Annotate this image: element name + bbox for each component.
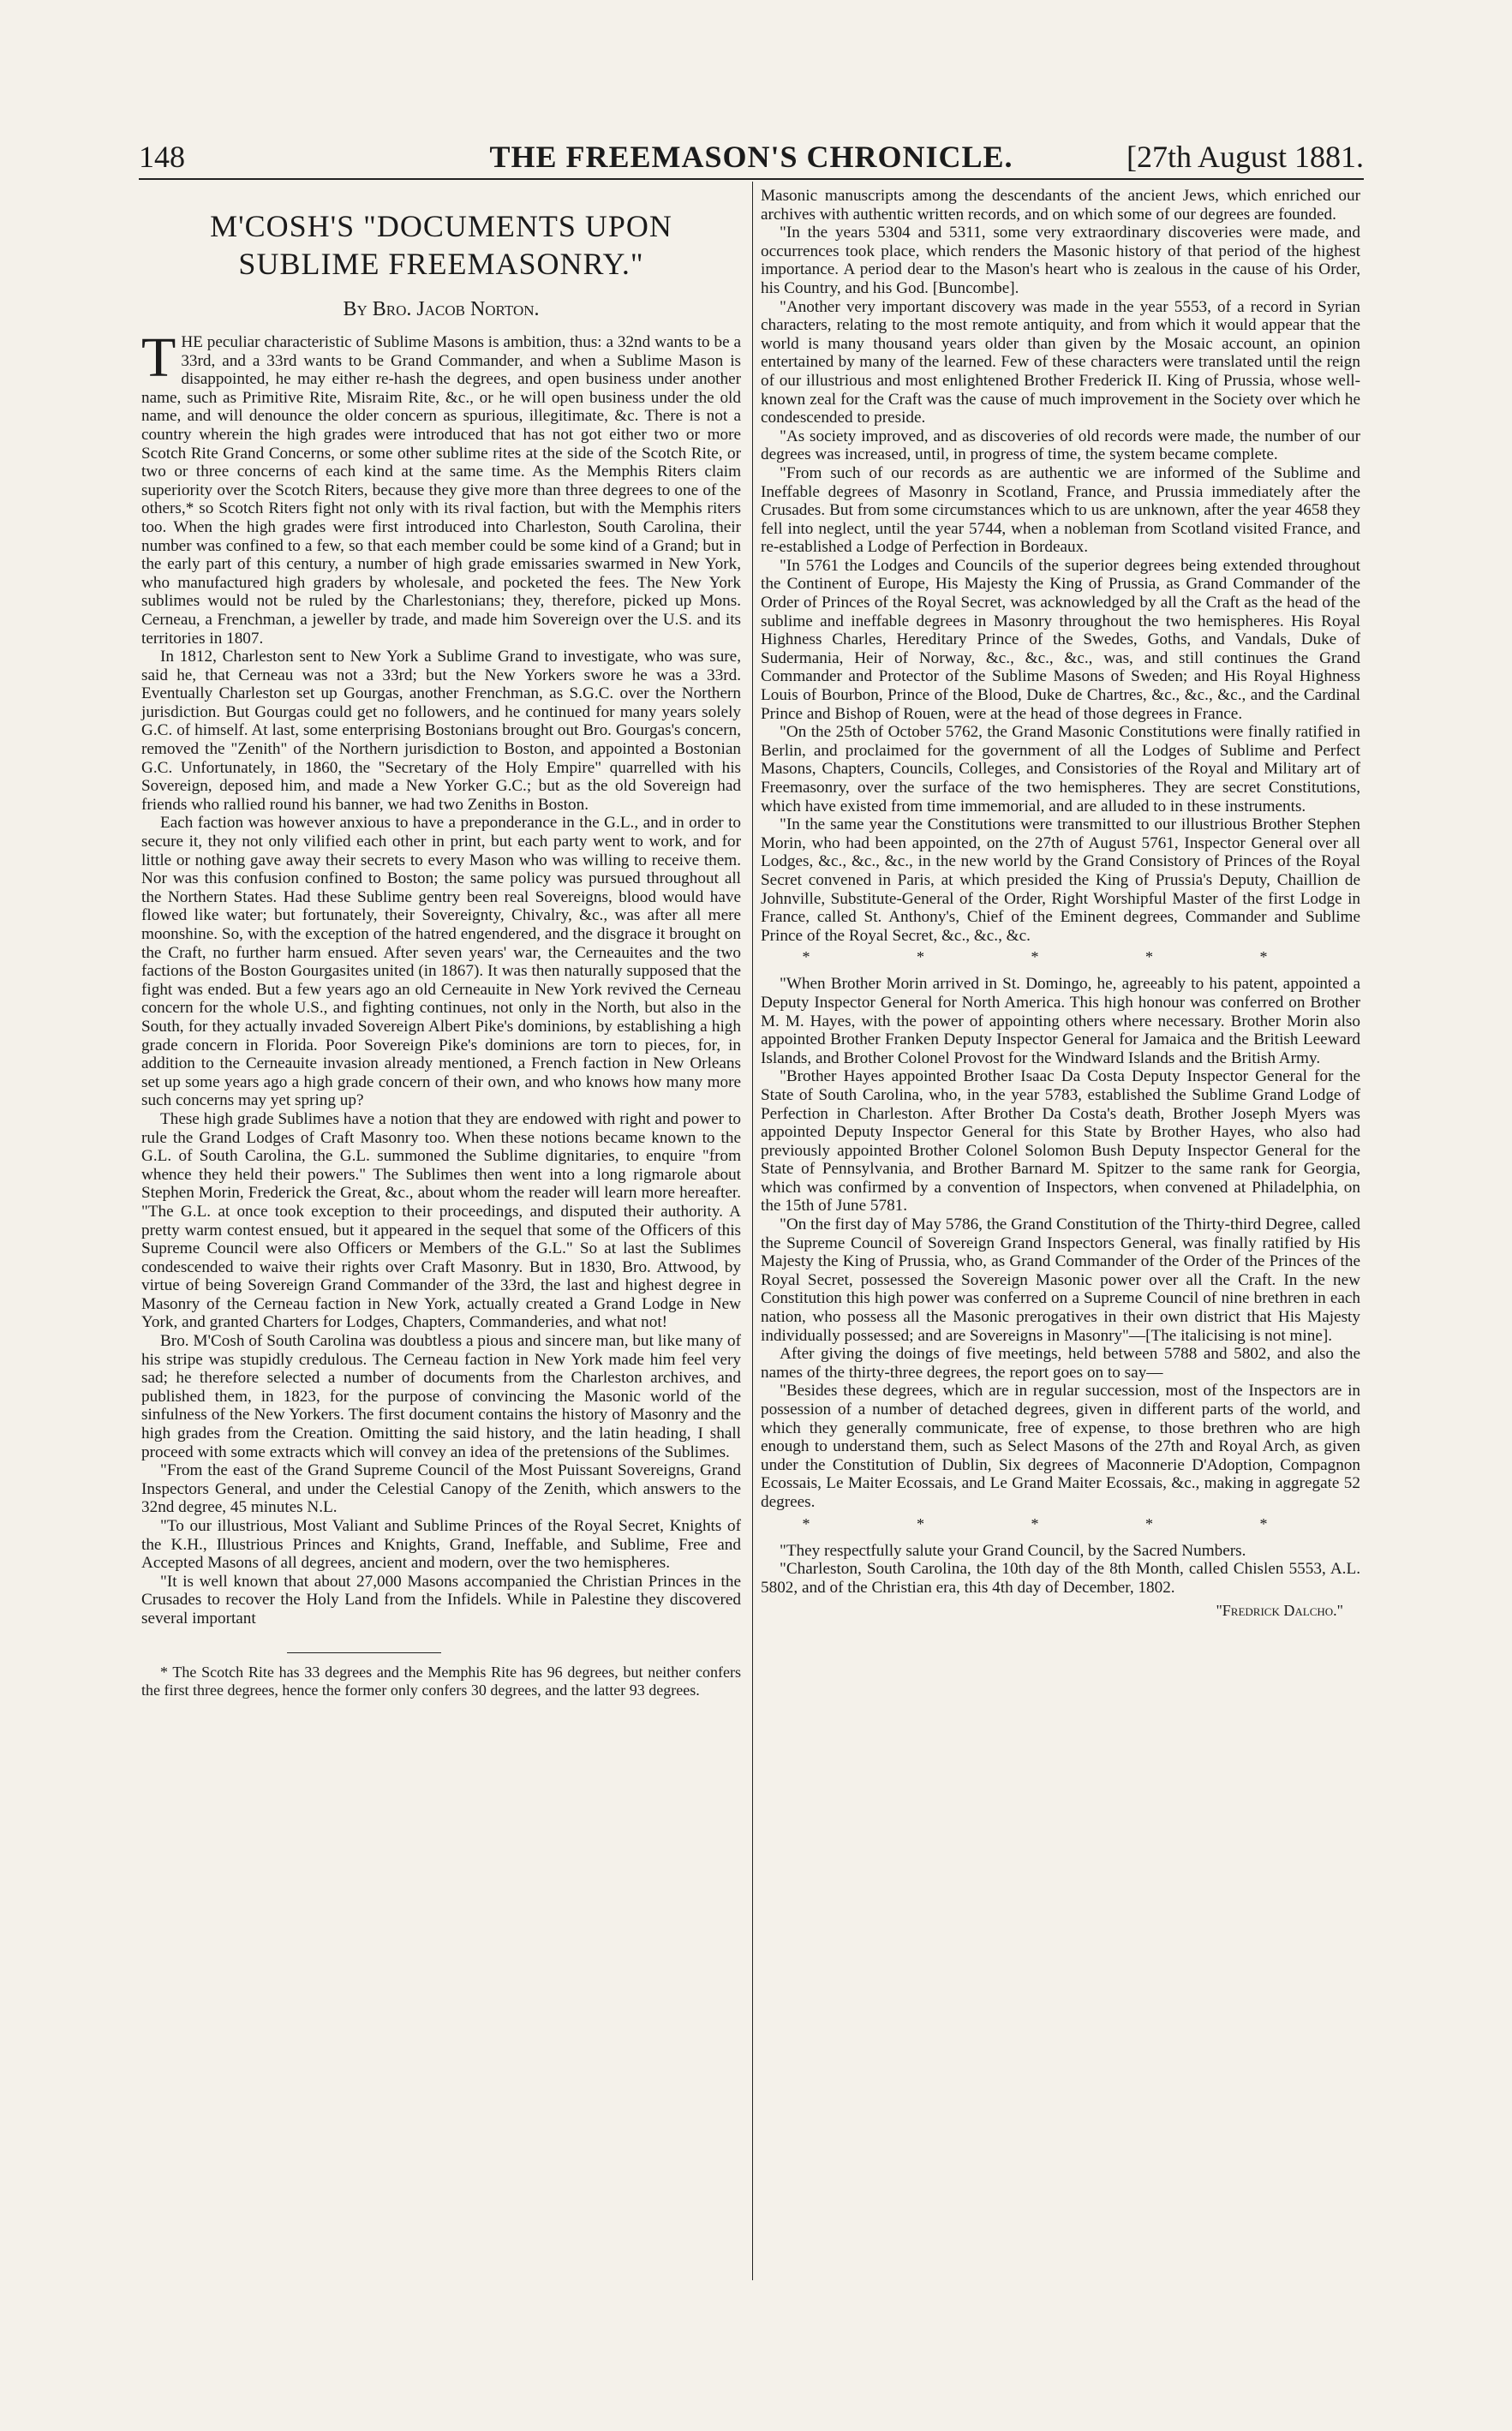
section-break-stars: * * * * * (802, 948, 1319, 966)
drop-cap: T (141, 326, 176, 389)
article-paragraph: "From the east of the Grand Supreme Council of the Most Puissant Sovereigns, Grand Inspectors General, and under the Celestial Canopy of the Zenith, which answers to the 32nd degree, 45 minutes N.L. (141, 1461, 741, 1517)
article-paragraph: "Charleston, South Carolina, the 10th day of the 8th Month, called Chislen 5553, A.L. 5802, and of the Christian era, this 4th day of December, 1802. (761, 1560, 1360, 1597)
article-paragraph: "To our illustrious, Most Valiant and Sublime Princes of the Royal Secret, Knights of the K.H., Illustrious Princes and Knights, Grand, Ineffable, and Sublime, Free and Accepted Masons of all degrees, ancient and modern, over the two hemispheres. (141, 1517, 741, 1573)
article-paragraph: "As society improved, and as discoveries of old records were made, the number of our degrees was increased, until, in progress of time, the system became complete. (761, 427, 1360, 464)
column-divider (752, 182, 753, 2280)
article-paragraph: "On the 25th of October 5762, the Grand Masonic Constitutions were finally ratified in Berlin, and proclaimed for the government of all the Lodges of Sublime and Perfect Masons, Chapters, Councils, Colleges, and Consistories of the Royal and Military art of Freemasonry, over the surface of the two hemispheres. They are secret Constitutions, which have existed from time immemorial, and are alluded to in these instruments. (761, 723, 1360, 815)
article-paragraph: After giving the doings of five meetings, held between 5788 and 5802, and also the names of the thirty-three degrees, the report goes on to say— (761, 1345, 1360, 1382)
opening-paragraph (141, 326, 741, 648)
article-paragraph: "In the same year the Constitutions were transmitted to our illustrious Brother Stephen Morin, who had been appointed, on the 27th of August 5761, Inspector General over all Lodges, &c., &c., &c., in the new world by the Grand Consistory of Princes of the Royal Secret convened in Paris, at which presided the King of Prussia's Deputy, Chaillion de Johnville, Substitute-General of the Order, Right Worshipful Master of the first Lodge in France, called St. Anthony's, Chief of the Eminent degrees, Commander and Sublime Prince of the Royal Secret, &c., &c., &c. (761, 815, 1360, 945)
article-paragraph: "Brother Hayes appointed Brother Isaac Da Costa Deputy Inspector General for the State of South Carolina, who, in the year 5783, established the Sublime Grand Lodge of Perfection in Charleston. After Brother Da Costa's death, Brother Joseph Myers was appointed Deputy Inspector General for this State by Brother Hayes, who also had previously appointed Brother Colonel Solomon Bush Deputy Inspector General for the State of Pennsylvania, and Brother Barnard M. Spitzer to the same rank for Georgia, which was confirmed by a convention of Inspectors, when convened at Philadelphia, on the 15th of June 5781. (761, 1067, 1360, 1216)
article-paragraph: "In the years 5304 and 5311, some very extraordinary discoveries were made, and occurrences took place, which renders the Masonic history of that period of the highest importance. A period dear to the Mason's heart who is zealous in the cause of his Order, his Country, and his God. [Buncombe]. (761, 224, 1360, 297)
article-paragraph: In 1812, Charleston sent to New York a Sublime Grand to investigate, who was sure, said he, that Cerneau was not a 33rd; but the New Yorkers swore he was a 33rd. Eventually Charleston set up Gourgas, another Frenchman, as S.G.C. over the Northern jurisdiction. But Gourgas could get no followers, and he continued for many years solely G.C. of himself. At last, some enterprising Bostonians brought out Bro. Gourgas's concern, removed the "Zenith" of the Northern jurisdiction to Boston, and appointed a Bostonian G.C. Unfortunately, in 1860, the "Secretary of the Holy Empire" quarrelled with his Sovereign, deposed him, and made a New Yorker G.C.; but as the old Sovereign had friends who rallied round his banner, we had two Zeniths in Boston. (141, 648, 741, 814)
page-number: 148 (139, 140, 185, 174)
article-paragraph: "They respectfully salute your Grand Council, by the Sacred Numbers. (780, 1541, 1246, 1560)
opening-paragraph-text: HE peculiar characteristic of Sublime Masons is ambition, thus: a 32nd wants to be a 33rd, and a 33rd wants to be Grand Commander, and when a Sublime Mason is disappointed, he may either re-hash the degrees, and open business under another name, such as Primitive Rite, Misraim Rite, &c., or he will open business under the old name, and will denounce the older concern as spurious, illegitimate, &c. There is not a country wherein the high grades were introduced that has not got either two or more Scotch Rite Grand Concerns, or some other sublime rites at the side of the Scotch Rite, or two or three concerns of each kind at the same time. As the Memphis Riters claim superiority over the Scotch Riters, because they give more than three degrees to one of the others,* so Scotch Riters fight not only with its rival faction, but with the Memphis riters too. When the high grades were first introduced into Charleston, South Carolina, their number was confined to a few, so that each member could be some kind of a Grand; but in the early part of this century, a number of high grade emissaries swarmed in New York, who manufactured high graders by wholesale, and pocketed the fees. The New York sublimes would not be ruled by the Charlestonians; they, therefore, picked up Mons. Cerneau, a Frenchman, a jeweller by trade, and made him Sovereign over the U.S. and its territories in 1807. (141, 333, 741, 648)
article-paragraph: "In 5761 the Lodges and Councils of the superior degrees being extended throughout the Continent of Europe, His Majesty the King of Prussia, as Grand Commander of the Order of Princes of the Royal Secret, was acknowledged by all the Craft as the head of the sublime and ineffable degrees in Masonry throughout the two hemispheres. His Royal Highness Charles, Hereditary Prince of the Swedes, Goths, and Vandals, Duke of Sudermania, Heir of Norway, &c., &c., &c., was, and still continues the Grand Commander and Protector of the Sublime Masons of Sweden; and His Royal Highness Louis of Bourbon, Prince of the Blood, Duke de Chartres, &c., &c., &c., and the Cardinal Prince and Bishop of Rouen, were at the head of those degrees in France. (761, 556, 1360, 723)
right-column (761, 187, 1360, 1620)
footnote-rule (287, 1652, 441, 1653)
article-paragraph: "When Brother Morin arrived in St. Domingo, he, agreeably to his patent, appointed a Deputy Inspector General for North America. This high honour was conferred on Brother M. M. Hayes, with the power of appointing others where necessary. Brother Morin also appointed Brother Franken Deputy Inspector General for Jamaica and the British Leeward Islands, and Brother Colonel Provost for the Windward Islands and the British Army. (761, 975, 1360, 1067)
article-paragraph: These high grade Sublimes have a notion that they are endowed with right and power to rule the Grand Lodges of Craft Masonry too. When these notions became known to the G.L. of South Carolina, the G.L. summoned the Sublime dignitaries, to enquire "from whence they held their powers." The Sublimes then went into a long rigmarole about Stephen Morin, Frederick the Great, &c., about whom the reader will learn more hereafter. "The G.L. at once took exception to their proceedings, and disputed their authority. A pretty warm contest ensued, but it appeared in the sequel that some of the Officers of this Supreme Council were also Officers or Members of the G.L." So at last the Sublimes condescended to waive their rights over Craft Masonry. But in 1830, Bro. Attwood, by virtue of being Sovereign Grand Commander of the 33rd, the last and highest degree in Masonry of the Cerneau faction in New York, actually created a Grand Lodge in New York, and granted Charters for Lodges, Chapters, Commanderies, and what not! (141, 1109, 741, 1332)
article-paragraph: "Besides these degrees, which are in regular succession, most of the Inspectors are in possession of a number of detached degrees, given in different parts of the world, and which they generally communicate, free of expense, to those brethren who are high enough to understand them, such as Select Masons of the 27th and Royal Arch, as given under the Constitution of Dublin, Six degrees of Maconnerie D'Adoption, Compagnon Ecossais, Le Maiter Ecossais, and Le Grand Maiter Ecossais, &c., making in aggregate 52 degrees. (761, 1382, 1360, 1511)
footnote: * The Scotch Rite has 33 degrees and the Memphis Rite has 96 degrees, but neither confers the first three degrees, hence the former only confers 30 degrees, and the latter 93 degrees. (141, 1663, 741, 1699)
masthead (139, 137, 1364, 180)
article-paragraph: "From such of our records as are authentic we are informed of the Sublime and Ineffable degrees of Masonry in Scotland, France, and Prussia immediately after the Crusades. But from some circumstances which to us are unknown, after the year 4658 they fell into neglect, until the year 5744, when a nobleman from Scotland visited France, and re-established a Lodge of Perfection in Bordeaux. (761, 463, 1360, 557)
signature: "Fredrick Dalcho." (1216, 1602, 1343, 1620)
left-column (141, 187, 741, 1699)
article-paragraph: Each faction was however anxious to have a preponderance in the G.L., and in order to secure it, they not only vilified each other in print, but each party went to work, and for little or nothing gave away their secrets to every Mason who was willing to receive them. Nor was this confusion confined to Boston; the same policy was pursued throughout all the Northern States. Had these Sublime gentry been real Sovereigns, blood would have flowed like water; but fortunately, their Sovereignty, Chivalry, &c., was after all mere moonshine. So, with the exception of the hatred engendered, and the disgrace it brought on the Craft, no further harm ensued. After seven years' war, the Cerneauites and the two factions of the Boston Gourgasites united (in 1867). It was then naturally supposed that the fight was ended. But a few years ago an old Cerneauite in New York revived the Cerneau concern for the whole U.S., and fighting continues, not only in the North, but also in the South, for they actually invaded Sovereign Albert Pike's dominions, by establishing a high grade concern in Florida. Poor Sovereign Pike's dominions are torn to pieces, for, in addition to the Cerneauite invasion already mentioned, a French faction in New Orleans set up some years ago a high grade concern of their own, and who knows how many more such concerns may yet spring up? (141, 814, 741, 1110)
section-break-stars: * * * * * (802, 1514, 1319, 1532)
article-paragraph: "It is well known that about 27,000 Masons accompanied the Christian Princes in the Crusades to recover the Holy Land from the Infidels. While in Palestine they discovered several important (141, 1572, 741, 1628)
article-headline: M'COSH'S "DOCUMENTS UPON SUBLIME FREEMASONRY." (210, 209, 672, 281)
journal-title: THE FREEMASON'S CHRONICLE. (489, 140, 1013, 174)
article-paragraph: "On the first day of May 5786, the Grand Constitution of the Thirty-third Degree, called the Supreme Council of Sovereign Grand Inspectors General, was finally ratified by His Majesty the King of Prussia, who, as Grand Commander of the Order of the Princes of the Royal Secret, possessed the Sovereign Masonic power over all the Craft. In the new Constitution this high power was conferred on a Supreme Council of nine brethren in each nation, who possess all the Masonic prerogatives in their own district that His Majesty individually possessed; and are Sovereigns in Masonry"—[The italicising is not mine]. (761, 1216, 1360, 1345)
article-paragraph: Bro. M'Cosh of South Carolina was doubtless a pious and sincere man, but like many of his stripe was stupidly credulous. The Cerneau faction in New York made him feel very sad; he therefore selected a number of documents from the Charleston archives, and published them, in 1823, for the purpose of convincing the Masonic world of the sinfulness of the New Yorkers. The first document contains the history of Masonry and the high grades from the Creation. Omitting the said history, and the latin heading, I shall proceed with some extracts which will convey an idea of the pretensions of the Sublimes. (141, 1332, 741, 1461)
article-byline: By Bro. Jacob Norton. (343, 298, 540, 320)
article-paragraph: Masonic manuscripts among the descendants of the ancient Jews, which enriched our archives with authentic written records, and on which some of our degrees are founded. (761, 187, 1360, 224)
issue-date: [27th August 1881. (1126, 140, 1364, 174)
article-paragraph: "Another very important discovery was made in the year 5553, of a record in Syrian characters, relating to the most remote antiquity, and from which it would appear that the world is many thousand years older than given by the Mosaic account, an opinion entertained by many of the learned. Few of these characters were translated until the reign of our illustrious and most enlightened Brother Frederick II. King of Prussia, whose well-known zeal for the Craft was the cause of much improvement in the Society over which he condescended to preside. (761, 297, 1360, 427)
